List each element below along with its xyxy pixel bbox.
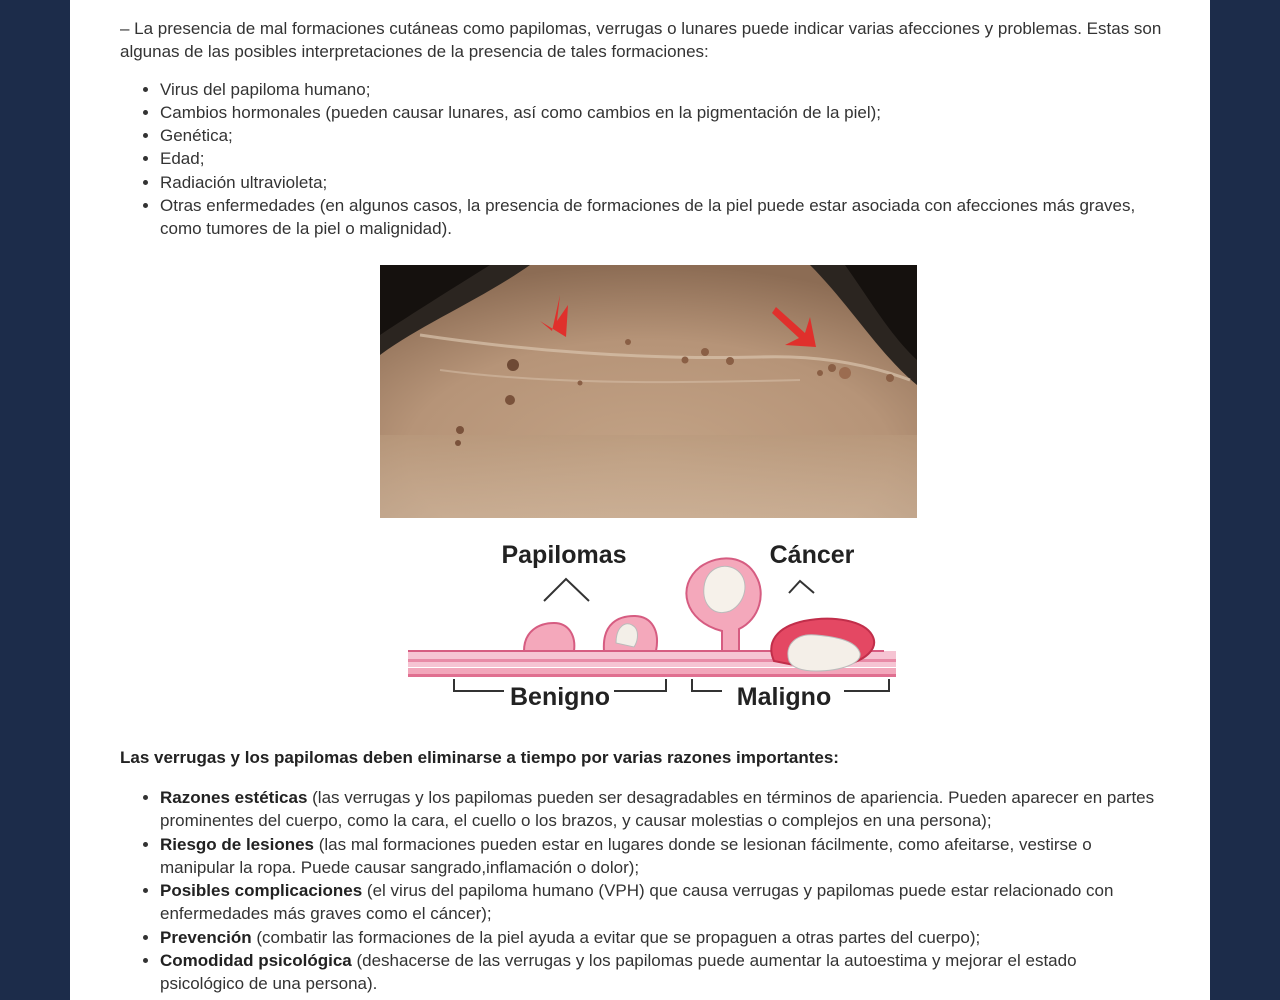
intro-paragraph: – La presencia de mal formaciones cutáneas como papilomas, verrugas o lunares puede indicar varias afecciones y problemas. Estas son algunas de las posibles interpretaciones de la presencia de tales formaciones: bbox=[120, 19, 1162, 62]
label-cancer: Cáncer bbox=[769, 540, 855, 569]
reason-desc: (las verrugas y los papilomas pueden ser desagradables en términos de apariencia. Pueden aparecer en partes prominentes del cuerpo, como la cara, el cuello o los brazos, y causar molestias o complejos en una persona); bbox=[160, 787, 1155, 831]
reason-item bbox=[160, 926, 1165, 949]
cause-item: • Otras enfermedades (en algunos casos, la presencia de formaciones de la piel puede estar asociada con afecciones más graves, como tumores de la piel o malignidad). bbox=[160, 194, 1165, 241]
reasons-heading: Las verrugas y los papilomas deben eliminarse a tiempo por varias razones importantes: bbox=[120, 747, 839, 767]
cause-item: • Genética; bbox=[160, 124, 1165, 147]
reasons-list bbox=[120, 786, 1165, 996]
cause-item: • Radiación ultravioleta; bbox=[160, 171, 1165, 194]
reason-desc: (las mal formaciones pueden estar en lugares donde se lesionan fácilmente, como afeitarse, vestirse o manipular la ropa. Puede causar sangrado,inflamación o dolor); bbox=[160, 834, 1092, 877]
papilomas-pointer bbox=[544, 579, 589, 601]
page-background bbox=[70, 0, 1210, 1000]
figure bbox=[120, 265, 1165, 725]
reason-desc: (el virus del papiloma humano (VPH) que causa verrugas y papilomas puede estar relacionado con enfermedades más graves como el cáncer); bbox=[160, 881, 1114, 924]
article-body bbox=[120, 17, 1165, 996]
reason-item bbox=[160, 786, 1165, 833]
reason-term: Riesgo de lesiones bbox=[160, 834, 314, 854]
label-maligno: Maligno bbox=[736, 682, 832, 711]
cause-item: • Edad; bbox=[160, 147, 1165, 170]
causes-list bbox=[120, 78, 1165, 241]
reason-term: Comodidad psicológica bbox=[160, 951, 352, 971]
reason-desc: (combatir las formaciones de la piel ayuda a evitar que se propaguen a otras partes del cuerpo); bbox=[251, 927, 981, 947]
cause-item: • Virus del papiloma humano; bbox=[160, 78, 1165, 101]
skin-diagram bbox=[404, 531, 914, 721]
neck-photo bbox=[380, 265, 917, 518]
reason-item bbox=[160, 949, 1165, 996]
reason-desc: (deshacerse de las verrugas y los papilomas puede aumentar la autoestima y mejorar el estado psicológico de una persona). bbox=[160, 951, 1077, 994]
reason-item bbox=[160, 879, 1165, 926]
label-papilomas: Papilomas bbox=[501, 540, 627, 569]
benigno-bracket bbox=[454, 679, 504, 691]
label-benigno: Benigno bbox=[510, 682, 610, 711]
cancer-pointer bbox=[789, 581, 814, 593]
reason-item bbox=[160, 833, 1165, 880]
reason-term: Posibles complicaciones bbox=[160, 881, 363, 901]
reason-term: Razones estéticas bbox=[160, 787, 308, 807]
maligno-bracket bbox=[692, 679, 722, 691]
cause-item: • Cambios hormonales (pueden causar lunares, así como cambios en la pigmentación de la piel); bbox=[160, 101, 1165, 124]
reason-term: Prevención bbox=[160, 927, 252, 947]
